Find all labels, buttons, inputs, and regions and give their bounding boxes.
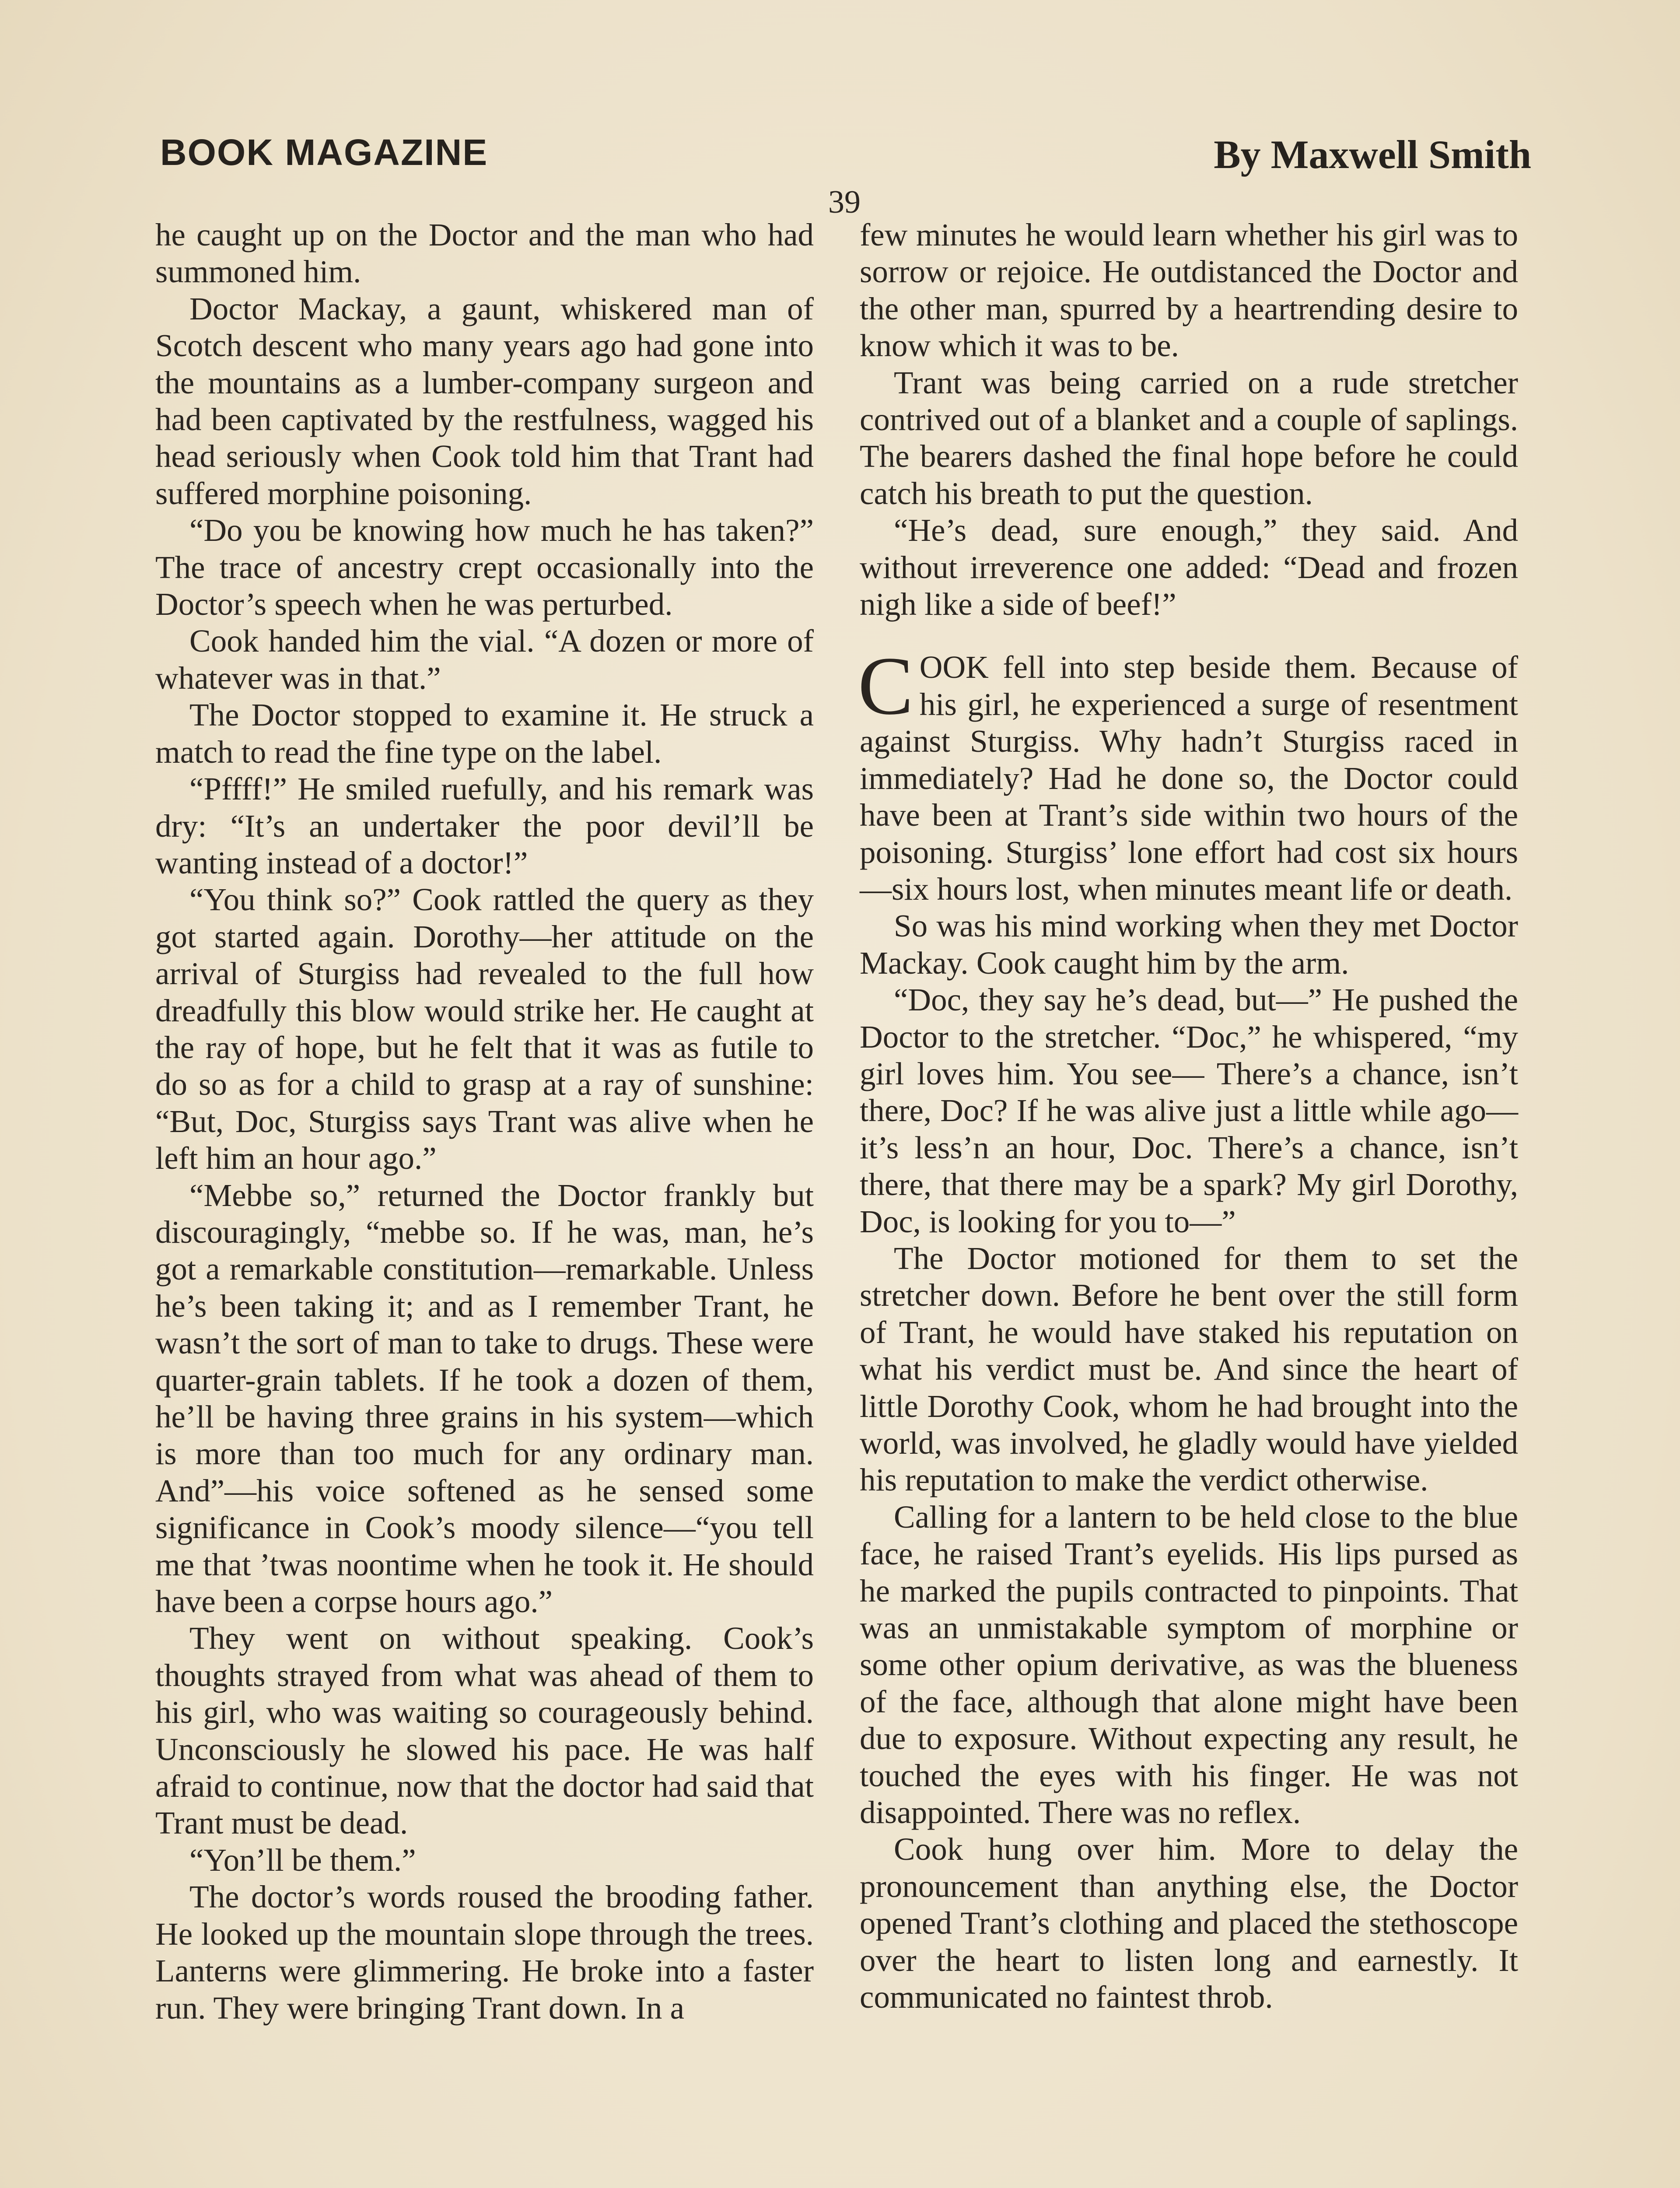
paragraph: “He’s dead, sure enough,” they said. And without irreverence one added: “Dead and frozen nigh like a side of beef!” [860,512,1518,622]
paragraph: “Mebbe so,” returned the Doctor frankly but discouragingly, “mebbe so. If he was, man, he’s got a remarkable constitution—remarkable. Unless he’s been taking it; and as I remember Trant, he wasn’t the sort of man to take to drugs. These were quarter-grain tablets. If he took a dozen of them, he’ll be having three grains in his system—which is more than too much for any ordinary man. And”—his voice softened as he sensed some significance in Cook’s moody silence—“you tell me that ’twas noontime when he took it. He should have been a corpse hours ago.” [155,1177,814,1620]
paragraph: Doctor Mackay, a gaunt, whiskered man of Scotch descent who many years ago had gone into the mountains as a lumber-company surgeon and had been captivated by the restfulness, wagged his head seriously when Cook told him that Trant had suffered morphine poisoning. [155,291,814,511]
drop-cap-paragraph-text: OOK fell into step beside them. Because of his girl, he experienced a surge of resentment against Sturgiss. Why hadn’t Sturgiss raced in immediately? Had he done so, the Doctor could have been at Trant’s side within two hours of the poisoning. Sturgiss’ lone effort had cost six hours—six hours lost, when minutes meant life or death. [860,649,1518,907]
author-byline: By Maxwell Smith [1214,132,1531,177]
magazine-title: BOOK MAGAZINE [160,132,488,173]
paragraph: Cook hung over him. More to delay the pronouncement than anything else, the Doctor opened Trant’s clothing and placed the stethoscope over the heart to listen long and earnestly. It communicated no faintest throb. [860,1831,1518,2015]
paragraph: Trant was being carried on a rude stretcher contrived out of a blanket and a couple of saplings. The bearers dashed the final hope before he could catch his breath to put the question. [860,365,1518,511]
paragraph: The Doctor stopped to examine it. He struck a match to read the fine type on the label. [155,697,814,770]
paragraph: “Yon’ll be them.” [189,1842,416,1878]
section-opening-paragraph [858,640,1518,908]
paragraph: he caught up on the Doctor and the man who had summoned him. [155,217,814,290]
paragraph: Cook handed him the vial. “A dozen or more of whatever was in that.” [155,623,814,696]
paragraph: Calling for a lantern to be held close to the blue face, he raised Trant’s eyelids. His lips pursed as he marked the pupils contracted to pinpoints. That was an unmistakable symptom of morphine or some other opium derivative, as was the blueness of the face, although that alone might have been due to exposure. Without expecting any result, he touched the eyes with his finger. He was not disappointed. There was no reflex. [860,1499,1518,1830]
paragraph: The Doctor motioned for them to set the stretcher down. Before he bent over the still form of Trant, he would have staked his reputation on what his verdict must be. And since the heart of little Dorothy Cook, whom he had brought into the world, was involved, he gladly would have yielded his reputation to make the verdict otherwise. [860,1240,1518,1498]
paragraph: So was his mind working when they met Doctor Mackay. Cook caught him by the arm. [860,908,1518,981]
page-number: 39 [828,184,861,220]
left-column [155,217,814,2027]
paragraph: They went on without speaking. Cook’s thoughts strayed from what was ahead of them to his girl, who was waiting so courageously behind. Unconsciously he slowed his pace. He was half afraid to continue, now that the doctor had said that Trant must be dead. [155,1620,814,1841]
paragraph: “You think so?” Cook rattled the query as they got started again. Dorothy—her attitude on the arrival of Sturgiss had revealed to the full how dreadfully this blow would strike her. He caught at the ray of hope, but he felt that it was as futile to do so as for a child to grasp at a ray of sunshine: “But, Doc, Sturgiss says Trant was alive when he left him an hour ago.” [155,882,814,1176]
paragraph: “Do you be knowing how much he has taken?” The trace of ancestry crept occasionally into the Doctor’s speech when he was perturbed. [155,512,814,622]
paragraph: “Doc, they say he’s dead, but—” He pushed the Doctor to the stretcher. “Doc,” he whispered, “my girl loves him. You see— There’s a chance, isn’t there, Doc? If he was alive just a little while ago—it’s less’n an hour, Doc. There’s a chance, isn’t there, that there may be a spark? My girl Dorothy, Doc, is looking for you to—” [860,982,1518,1239]
drop-cap: C [858,640,914,733]
right-column [860,217,1518,2016]
paragraph: few minutes he would learn whether his girl was to sorrow or rejoice. He outdistanced the Doctor and the other man, spurred by a heartrending desire to know which it was to be. [860,217,1518,364]
paragraph: The doctor’s words roused the brooding father. He looked up the mountain slope through the trees. Lanterns were glimmering. He broke into a faster run. They were bringing Trant down. In a [155,1879,814,2026]
paragraph: “Pffff!” He smiled ruefully, and his remark was dry: “It’s an undertaker the poor devil’ll be wanting instead of a doctor!” [155,771,814,880]
